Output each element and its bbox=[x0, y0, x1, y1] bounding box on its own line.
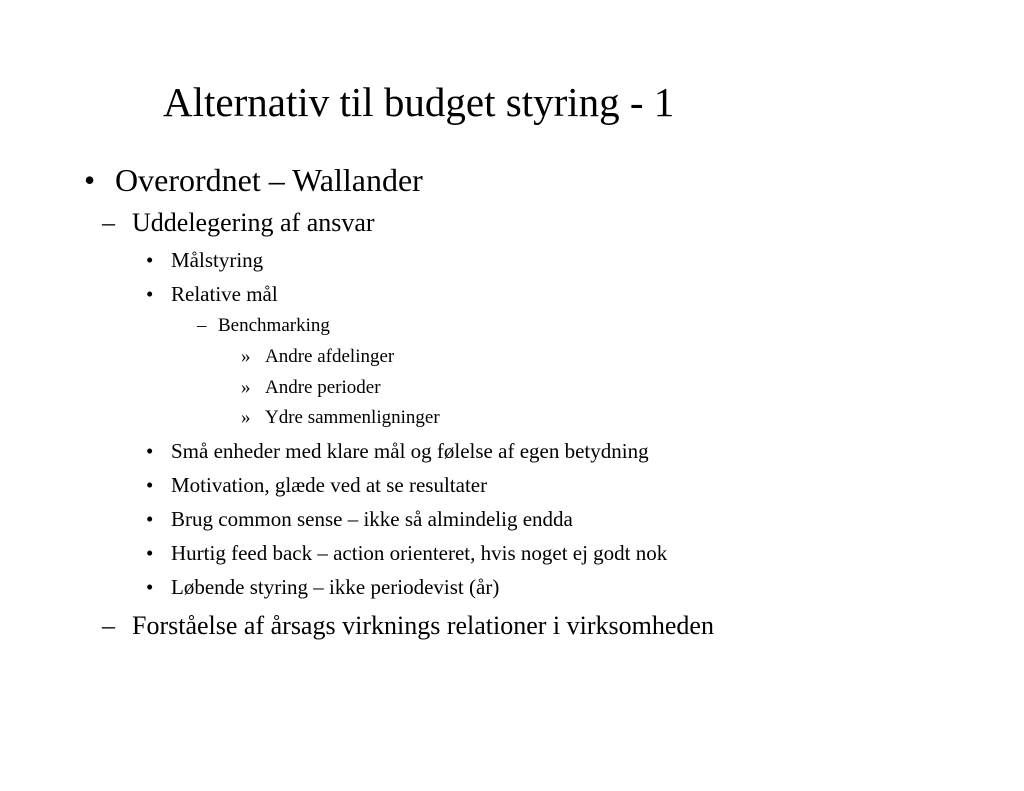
dash-marker: – bbox=[102, 611, 115, 640]
list-item-text: Ydre sammenligninger bbox=[265, 407, 440, 428]
dash-marker: – bbox=[197, 315, 207, 336]
slide-title: Alternativ til budget styring - 1 bbox=[163, 79, 675, 125]
list-item-text: Overordnet – Wallander bbox=[115, 162, 423, 198]
list-item-text: Målstyring bbox=[171, 248, 264, 272]
bullet-marker: • bbox=[146, 282, 154, 306]
bullet-marker: • bbox=[146, 439, 154, 463]
list-item-text: Motivation, glæde ved at se resultater bbox=[171, 473, 488, 497]
list-item-text: Små enheder med klare mål og følelse af egen betydning bbox=[171, 439, 649, 463]
chevron-marker: » bbox=[241, 377, 251, 398]
bullet-marker: • bbox=[84, 162, 96, 198]
bullet-marker: • bbox=[146, 575, 154, 599]
list-item-text: Benchmarking bbox=[218, 315, 330, 336]
list-item-text: Relative mål bbox=[171, 282, 278, 306]
list-item-text: Løbende styring – ikke periodevist (år) bbox=[171, 575, 500, 599]
bullet-marker: • bbox=[146, 541, 154, 565]
list-item-text: Hurtig feed back – action orienteret, hvis noget ej godt nok bbox=[171, 541, 668, 565]
bullet-marker: • bbox=[146, 507, 154, 531]
list-item-text: Andre afdelinger bbox=[265, 346, 395, 367]
list-item-text: Andre perioder bbox=[265, 377, 381, 398]
dash-marker: – bbox=[102, 208, 115, 237]
bullet-marker: • bbox=[146, 248, 154, 272]
list-item-text: Forståelse af årsags virknings relationer i virksomheden bbox=[132, 611, 714, 640]
chevron-marker: » bbox=[241, 346, 251, 367]
list-item-text: Uddelegering af ansvar bbox=[132, 208, 375, 237]
chevron-marker: » bbox=[241, 407, 251, 428]
list-item-text: Brug common sense – ikke så almindelig endda bbox=[171, 507, 573, 531]
bullet-marker: • bbox=[146, 473, 154, 497]
